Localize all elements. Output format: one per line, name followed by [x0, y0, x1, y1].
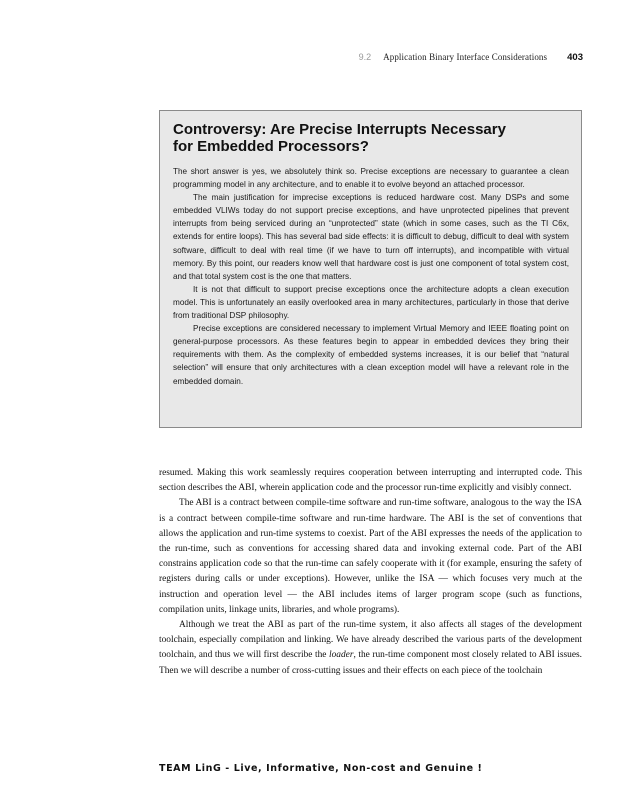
sidebar-title	[173, 121, 569, 155]
sidebar-paragraph: It is not that difficult to support precise exceptions once the architecture adopts a clean execution model. This is unfortunately an easily overlooked area in many architectures, particularly in those that derive from traditional DSP philosophy.	[173, 284, 569, 321]
section-number: 9.2	[358, 52, 372, 62]
main-body-text	[159, 466, 582, 679]
sidebar-paragraph: The main justification for imprecise exceptions is reduced hardware cost. Many DSPs and some embedded VLIWs today do not support precise exceptions, and have unprotected pipelines that prevent interrupts from being serviced during an “unprotected” state (which in some cases, such as the TI C6x, extends for entire loops). This has several bad side effects: it is difficult to debug, difficult to deal with system software, difficult to deal with real time (if we have to turn off interrupts), and incompatible with virtual memory. By this point, our readers know well that hardware cost is just one component of total system cost, and that total system cost is the one that matters.	[173, 193, 569, 281]
sidebar-paragraph: The short answer is yes, we absolutely think so. Precise exceptions are necessary to guarantee a clean programming model in any architecture, and to enable it to evolve beyond an attached processor.	[173, 167, 569, 190]
controversy-sidebar	[159, 110, 582, 428]
body-text-run: , the run-time component most closely related to ABI issues. Then we will describe a number of cross-cutting issues and their effects on each piece of the toolchain	[159, 650, 583, 676]
running-head	[359, 52, 583, 63]
body-paragraph: The ABI is a contract between compile-time software and run-time software, analogous to the way the ISA is a contract between compile-time software and run-time hardware. The ABI is the set of conventions that allows the application and run-time systems to coexist. Part of the ABI expresses the needs of the application to the run-time, such as conventions for accessing shared data and invoking external code. Part of the ABI constrains application code so that the run-time can safely cooperate with it (for example, ensuring the safety of registers during calls or under exceptions). However, unlike the ISA — which focuses very much at the instruction and operation level — the ABI includes items of larger program scope (such as functions, compilation units, linkage units, libraries, and whole programs).	[159, 498, 582, 615]
page-number: 403	[567, 52, 583, 63]
body-paragraph	[159, 618, 582, 679]
body-text-run: Although we treat the ABI as part of the run-time system, it also affects all stages of the development toolchain, especially compilation and linking. We have already described the various parts of the development toolchain, and thus we will first describe the	[159, 620, 582, 661]
footer-banner: TEAM LinG - Live, Informative, Non-cost and Genuine !	[159, 763, 483, 774]
sidebar-title-line1: Controversy: Are Precise Interrupts Necessary	[173, 121, 506, 138]
sidebar-body	[173, 165, 569, 388]
sidebar-paragraph: Precise exceptions are considered necessary to implement Virtual Memory and IEEE floating point on general-purpose processors. As these features begin to appear in embedded devices they bring their requirements with them. As the complexity of embedded systems increases, it is our belief that “natural selection” will ensure that only architectures with a clean exception model will have a relevant role in the embedded domain.	[173, 324, 569, 386]
section-title: Application Binary Interface Considerations	[383, 52, 548, 62]
loader-term: loader	[329, 650, 354, 661]
body-paragraph: resumed. Making this work seamlessly requires cooperation between interrupting and interrupted code. This section describes the ABI, wherein application code and the processor run-time explicitly and visibly connect.	[159, 468, 582, 494]
sidebar-title-line2: for Embedded Processors?	[173, 138, 369, 155]
